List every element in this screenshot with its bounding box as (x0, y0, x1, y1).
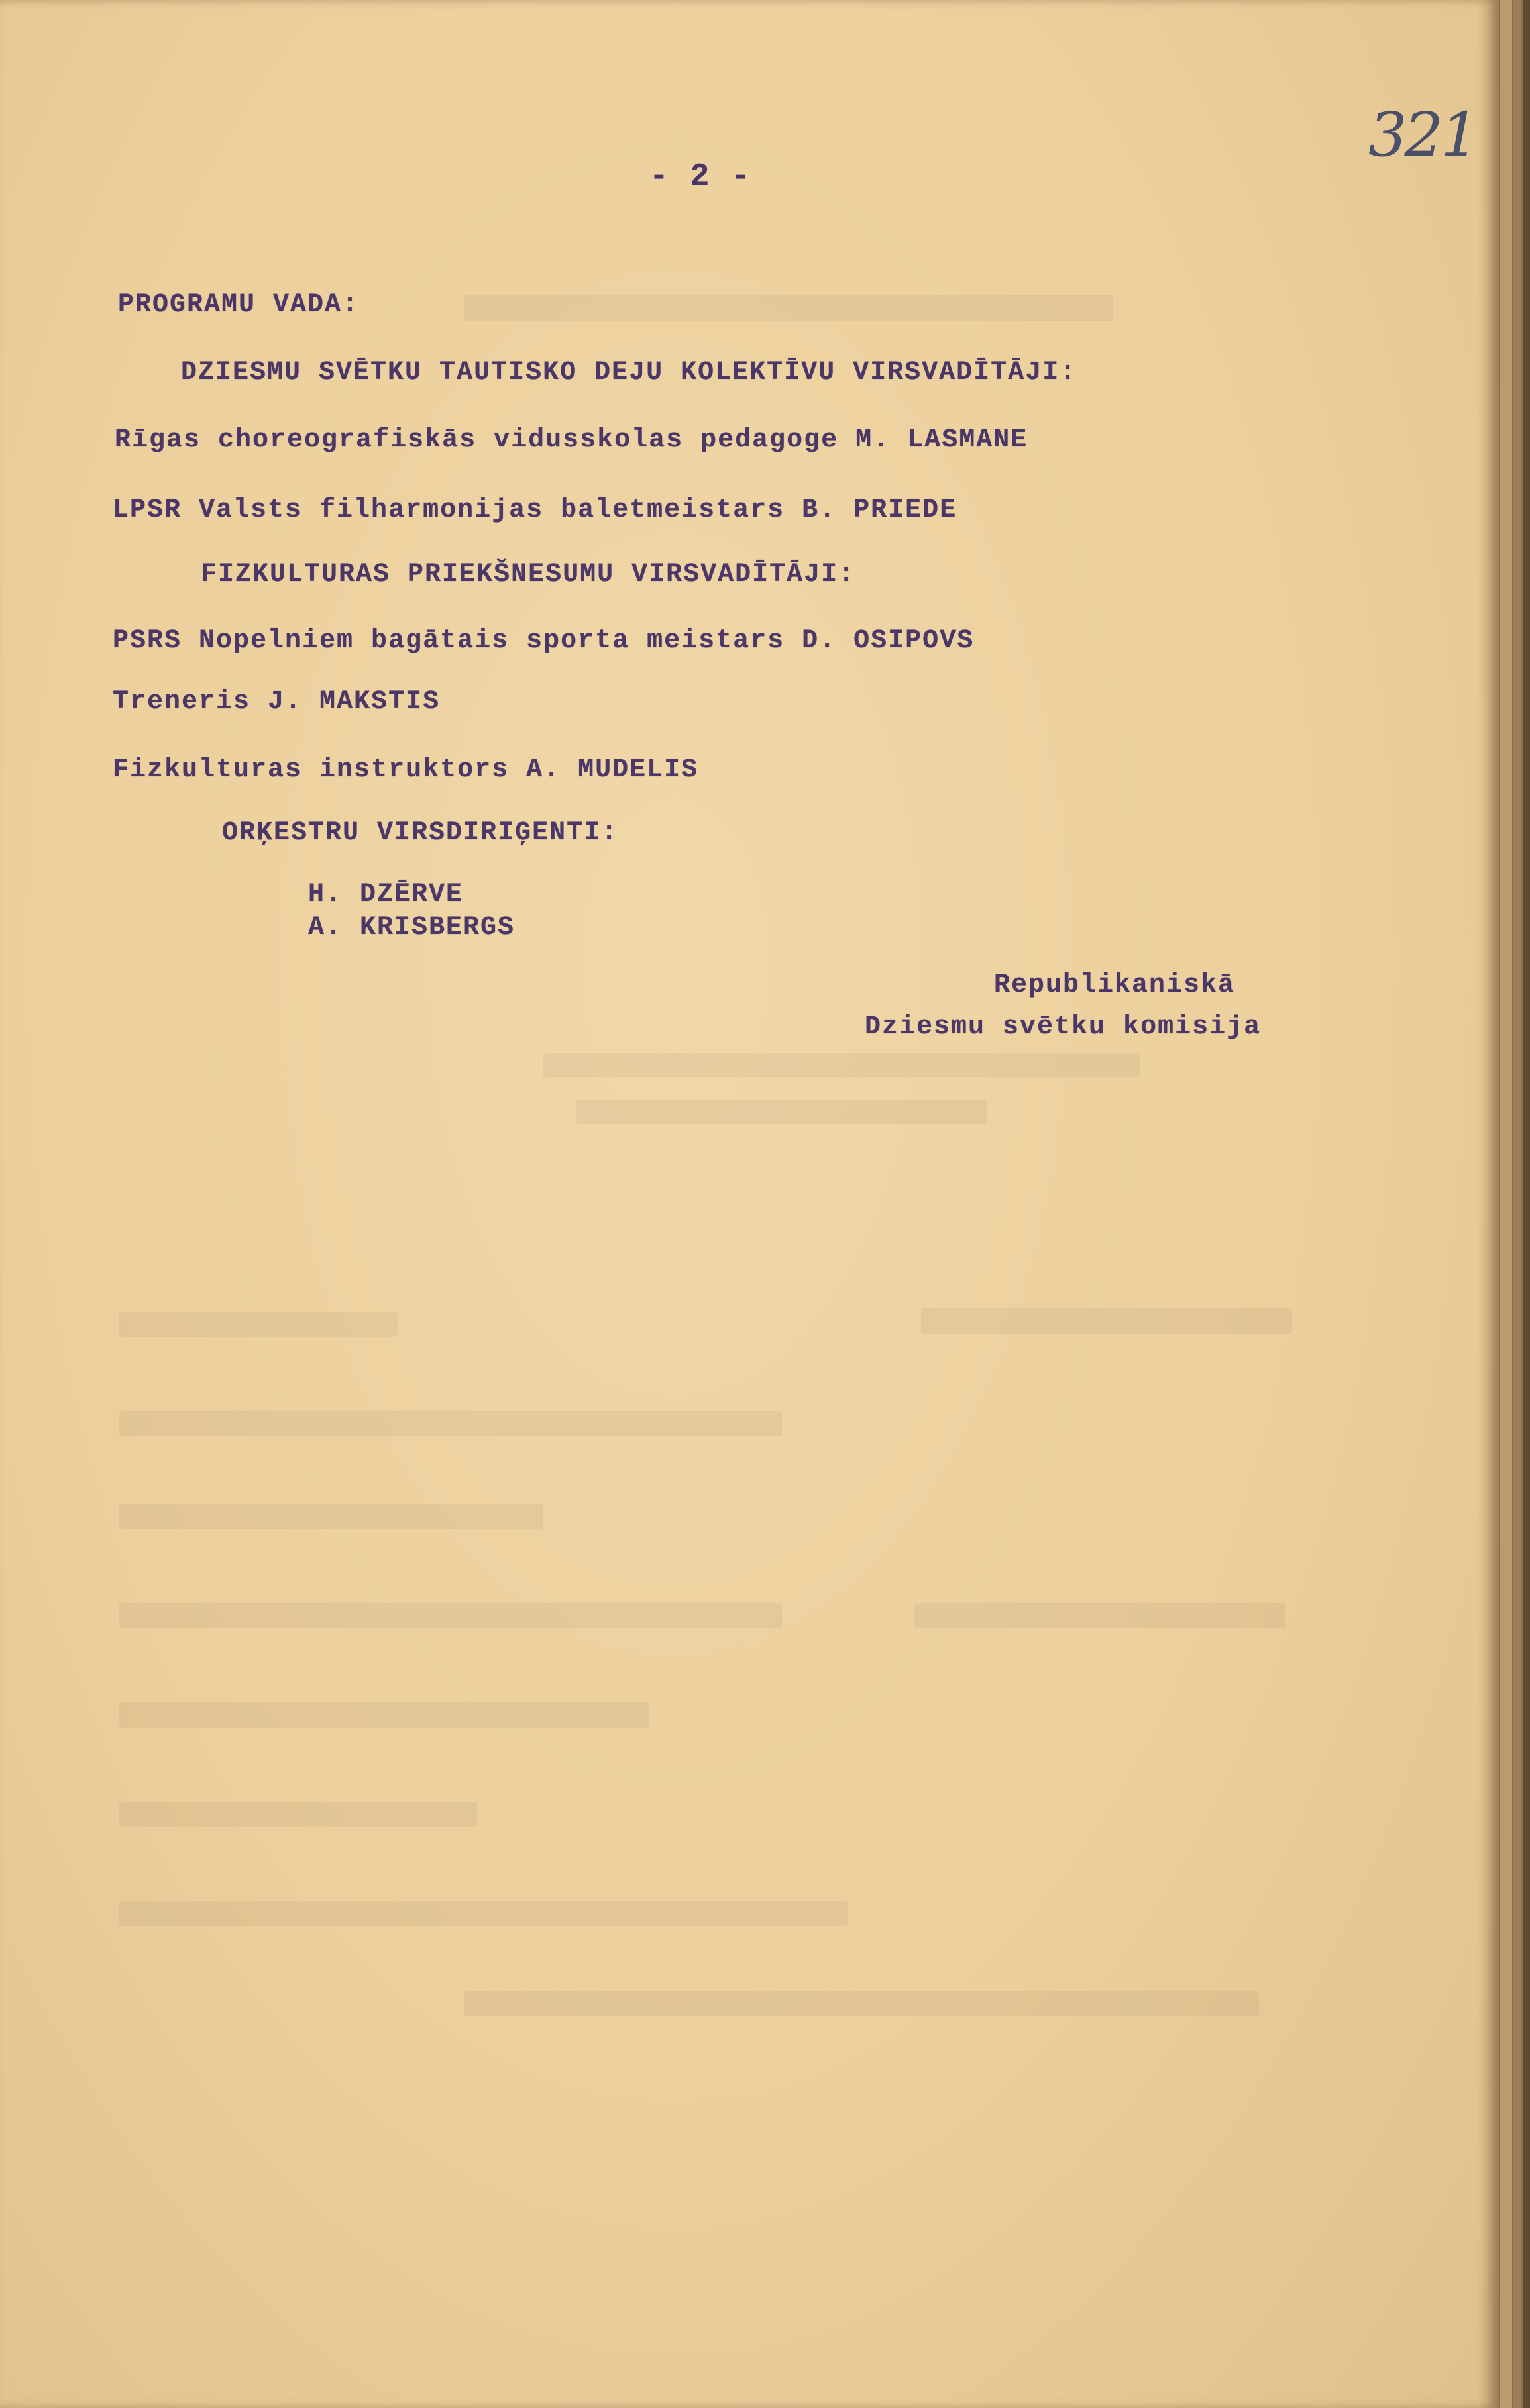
subheading-orchestra-conductors: ORĶESTRU VIRSDIRIĢENTI: (222, 818, 619, 848)
text-line: LPSR Valsts filharmonijas baletmeistars B. PRIEDE (113, 496, 957, 525)
page-fold-shadow (1478, 0, 1499, 2408)
section-heading: PROGRAMU VADA: (118, 290, 360, 320)
bleed-through (119, 1411, 782, 1436)
text-line: PSRS Nopelniem bagātais sporta meistars D. OSIPOVS (113, 626, 975, 656)
text-line: Rīgas choreografiskās vidusskolas pedagoge M. LASMANE (115, 425, 1028, 455)
conductor-name: H. DZĒRVE (308, 880, 464, 910)
bleed-through (119, 1901, 848, 1926)
bleed-through (543, 1053, 1140, 1077)
bleed-through (119, 1504, 543, 1529)
bleed-through (576, 1100, 987, 1124)
subheading-dance-leaders: DZIESMU SVĒTKU TAUTISKO DEJU KOLEKTĪVU VIRSVADĪTĀJI: (181, 358, 1077, 388)
text-line: Fizkulturas instruktors A. MUDELIS (113, 755, 699, 785)
subheading-fitness-leaders: FIZKULTURAS PRIEKŠNESUMU VIRSVADĪTĀJI: (201, 560, 856, 590)
bleed-through (119, 1702, 649, 1728)
page-stack-edge (1521, 0, 1530, 2408)
bleed-through (464, 1991, 1259, 2016)
bleed-through (921, 1308, 1292, 1334)
page-number: - 2 - (649, 159, 752, 195)
text-line: Treneris J. MAKSTIS (113, 687, 441, 717)
conductor-name: A. KRISBERGS (308, 913, 516, 943)
pencil-folio-number: 321 (1368, 99, 1477, 170)
signature-line: Republikaniskā (994, 970, 1236, 1000)
bleed-through (119, 1603, 782, 1628)
signature-line: Dziesmu svētku komisija (865, 1012, 1262, 1042)
bleed-through (464, 295, 1113, 321)
bleed-through (119, 1802, 477, 1827)
bleed-through (914, 1603, 1285, 1628)
bleed-through (119, 1312, 398, 1337)
